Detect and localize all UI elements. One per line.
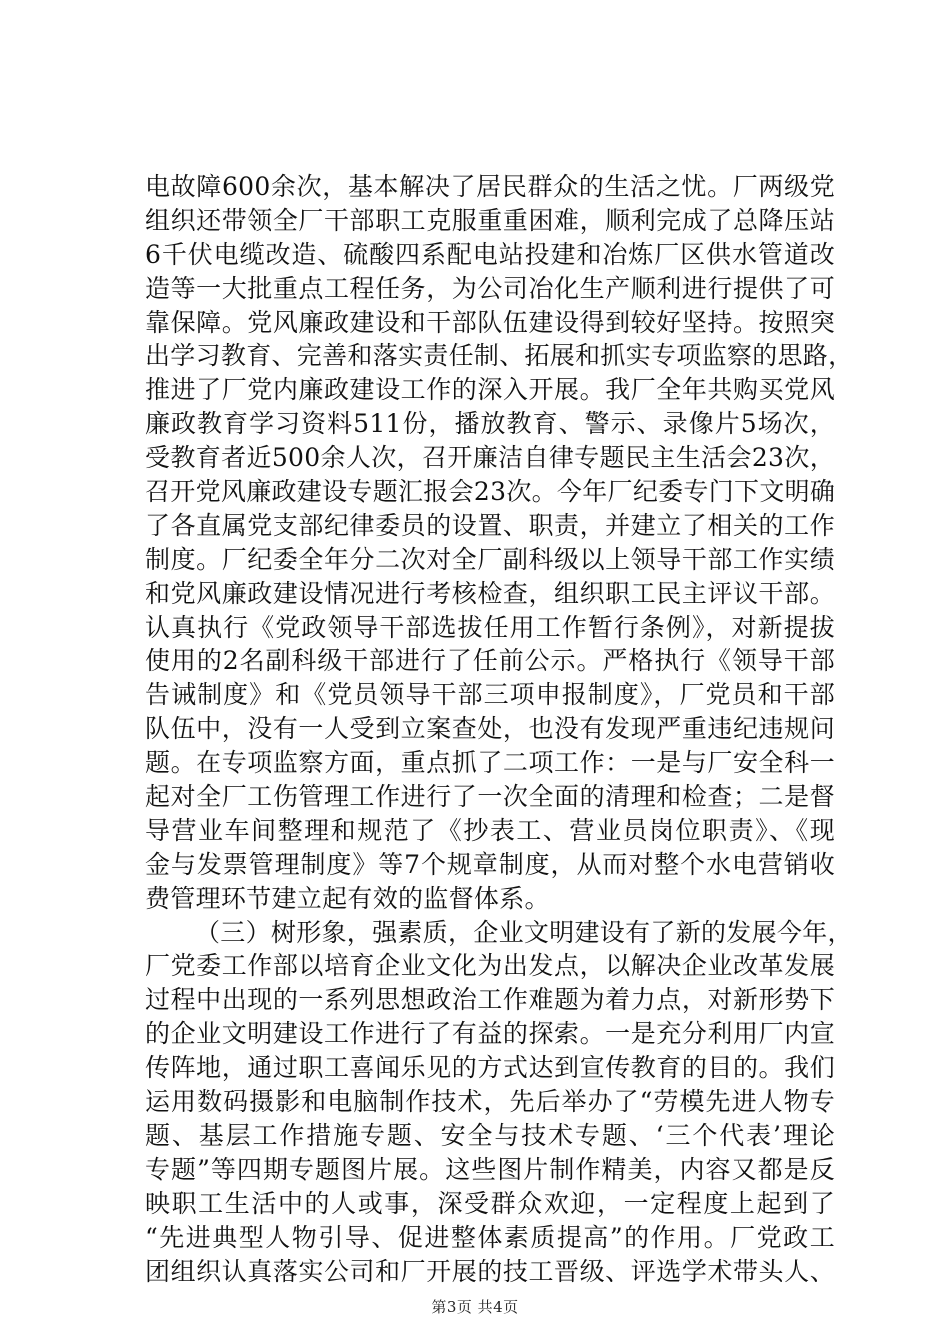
text-line: 厂党委工作部以培育企业文化为出发点，以解决企业改革发展 [145, 951, 835, 981]
text-line: 推进了厂党内廉政建设工作的深入开展。我厂全年共购买党风 [145, 375, 835, 405]
text-line: 队伍中，没有一人受到立案查处，也没有发现严重违纪违规问 [145, 714, 835, 744]
text-line: 费管理环节建立起有效的监督体系。 [145, 883, 550, 913]
text-line: 和党风廉政建设情况进行考核检查，组织职工民主评议干部。 [145, 578, 835, 608]
text-line: 受教育者近500余人次，召开廉洁自律专题民主生活会23次， [145, 443, 835, 473]
text-line: 认真执行《党政领导干部选拔任用工作暂行条例》，对新提拔 [145, 612, 835, 642]
text-line: “先进典型人物引导、促进整体素质提高”的作用。厂党政工 [145, 1222, 835, 1252]
text-line: 的企业文明建设工作进行了有益的探索。一是充分利用厂内宣 [145, 1019, 835, 1049]
text-line: 电故障600余次，基本解决了居民群众的生活之忧。厂两级党 [145, 172, 835, 201]
text-line: 组织还带领全厂干部职工克服重重困难，顺利完成了总降压站 [145, 205, 835, 235]
text-line: 了各直属党支部纪律委员的设置、职责，并建立了相关的工作 [145, 510, 835, 540]
text-line: 起对全厂工伤管理工作进行了一次全面的清理和检查；二是督 [145, 782, 835, 812]
text-line: 6千伏电缆改造、硫酸四系配电站投建和冶炼厂区供水管道改 [145, 239, 835, 269]
text-line: 过程中出现的一系列思想政治工作难题为着力点，对新形势下 [145, 985, 835, 1015]
text-line: 廉政教育学习资料511份，播放教育、警示、录像片5场次， [145, 409, 835, 439]
text-line: 靠保障。党风廉政建设和干部队伍建设得到较好坚持。按照突 [145, 307, 835, 337]
text-line: 运用数码摄影和电脑制作技术，先后举办了“劳模先进人物专 [145, 1087, 835, 1117]
text-line: 召开党风廉政建设专题汇报会23次。今年厂纪委专门下文明确 [145, 477, 836, 507]
text-line: 制度。厂纪委全年分二次对全厂副科级以上领导干部工作实绩 [145, 544, 835, 574]
page-footer: 第3页 共4页 [431, 1298, 519, 1316]
text-line: 题、基层工作措施专题、安全与技术专题、‘三个代表’理论 [145, 1120, 835, 1150]
text-line: 使用的2名副科级干部进行了任前公示。严格执行《领导干部 [145, 646, 835, 676]
text-line: 团组织认真落实公司和厂开展的技工晋级、评选学术带头人、 [145, 1256, 835, 1286]
text-line: 映职工生活中的人或事，深受群众欢迎，一定程度上起到了 [145, 1188, 835, 1218]
text-line: 导营业车间整理和规范了《抄表工、营业员岗位职责》、《现 [145, 815, 835, 845]
text-line: 金与发票管理制度》等7个规章制度，从而对整个水电营销收 [145, 849, 835, 879]
text-line: 题。在专项监察方面，重点抓了二项工作：一是与厂安全科一 [145, 748, 835, 778]
body-text [145, 170, 854, 1288]
text-line: 告诫制度》和《党员领导干部三项申报制度》，厂党员和干部 [145, 680, 835, 710]
text-line: 专题”等四期专题图片展。这些图片制作精美，内容又都是反 [145, 1154, 835, 1184]
section-heading-line: （三）树形象，强素质，企业文明建设有了新的发展今年， [195, 917, 853, 947]
text-line: 传阵地，通过职工喜闻乐见的方式达到宣传教育的目的。我们 [145, 1053, 835, 1083]
text-line: 出学习教育、完善和落实责任制、拓展和抓实专项监察的思路， [145, 341, 854, 371]
text-line: 造等一大批重点工程任务，为公司冶化生产顺利进行提供了可 [145, 273, 835, 303]
